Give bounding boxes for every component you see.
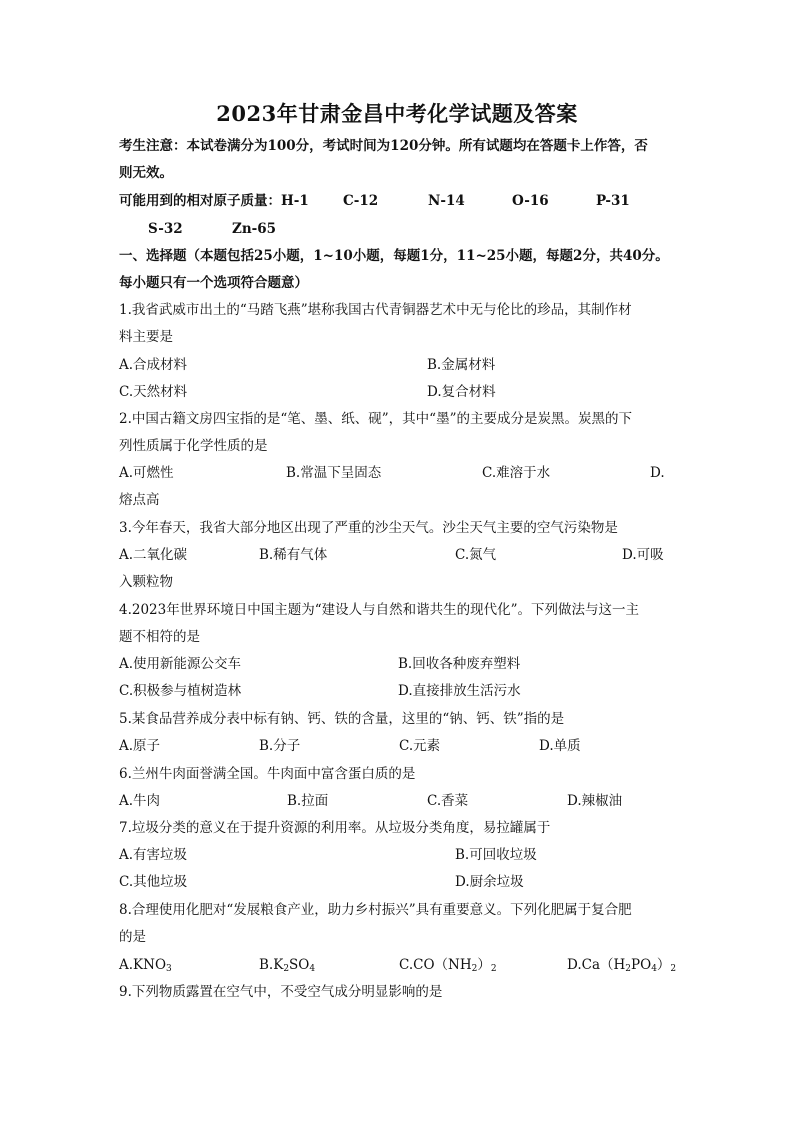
question-4-option-c: C.积极参与植树造林 [119, 683, 242, 699]
question-2-option-d-cont: 熔点高 [119, 492, 160, 508]
atomic-mass-s: S-32 [148, 221, 183, 237]
subscript: 3 [166, 964, 172, 974]
formula-text: SO [289, 957, 310, 973]
question-2-option-d: D. [650, 465, 665, 481]
question-3-option-d-cont: 入颗粒物 [119, 574, 173, 590]
question-4-option-b: B.回收各种废弃塑料 [398, 656, 521, 672]
question-6-option-b: B.拉面 [287, 793, 329, 809]
subscript: 2 [490, 964, 497, 974]
subscript: 2 [471, 964, 478, 974]
question-5-option-c: C.元素 [399, 738, 441, 754]
question-2-stem: 2.中国古籍文房四宝指的是“笔、墨、纸、砚”，其中“墨”的主要成分是炭黑。炭黑的下 [119, 411, 632, 427]
atomic-mass-label: 可能用到的相对原子质量：H-1 [119, 193, 309, 209]
subscript: 2 [625, 964, 632, 974]
question-4-stem-cont: 题不相符的是 [119, 629, 200, 645]
question-7-option-c: C.其他垃圾 [119, 874, 188, 890]
question-4-stem: 4.2023年世界环境日中国主题为“建设人与自然和谐共生的现代化”。下列做法与这一主 [119, 602, 640, 618]
question-8-stem: 8.合理使用化肥对“发展粮食产业，助力乡村振兴”具有重要意义。下列化肥属于复合肥 [119, 902, 632, 918]
question-2-stem-cont: 列性质属于化学性质的是 [119, 438, 268, 454]
question-1-stem: 1.我省武威市出土的“马踏飞燕”堪称我国古代青铜器艺术中无与伦比的珍品，其制作材 [119, 302, 632, 318]
question-5-option-b: B.分子 [259, 738, 301, 754]
question-3-option-b: B.稀有气体 [259, 547, 328, 563]
question-8-option-b [259, 956, 315, 978]
question-7-option-b: B.可回收垃圾 [455, 847, 537, 863]
question-7-option-d: D.厨余垃圾 [455, 874, 524, 890]
formula-text: D.Ca（H [567, 957, 626, 973]
question-8-option-c [399, 956, 497, 978]
atomic-mass-p: P-31 [596, 193, 630, 209]
subscript: 2 [670, 964, 677, 974]
atomic-mass-c: C-12 [343, 193, 379, 209]
atomic-mass-zn: Zn-65 [232, 221, 277, 237]
question-6-option-a: A.牛肉 [119, 793, 161, 809]
formula-text: C.CO（NH [399, 957, 472, 973]
question-4-option-a: A.使用新能源公交车 [119, 656, 242, 672]
question-3-option-d: D.可吸 [622, 547, 664, 563]
atomic-mass-o: O-16 [512, 193, 549, 209]
atomic-mass-n: N-14 [428, 193, 465, 209]
question-5-option-a: A.原子 [119, 738, 161, 754]
question-8-stem-cont: 的是 [119, 929, 146, 945]
question-1-option-c: C.天然材料 [119, 384, 188, 400]
question-7-stem: 7.垃圾分类的意义在于提升资源的利用率。从垃圾分类角度，易拉罐属于 [119, 820, 551, 836]
question-1-option-a: A.合成材料 [119, 357, 188, 373]
section-heading-2: 每小题只有一个选项符合题意） [119, 275, 308, 291]
question-1-option-b: B.金属材料 [427, 357, 496, 373]
question-5-stem: 5.某食品营养成分表中标有钠、钙、铁的含量，这里的“钠、钙、铁”指的是 [119, 711, 565, 727]
question-8-option-a [119, 956, 172, 978]
question-1-stem-cont: 料主要是 [119, 329, 173, 345]
question-8-option-d [567, 956, 676, 978]
question-1-option-d: D.复合材料 [427, 384, 496, 400]
question-2-option-c: C.难溶于水 [482, 465, 551, 481]
subscript: 4 [309, 964, 316, 974]
question-4-option-d: D.直接排放生活污水 [398, 683, 521, 699]
question-3-stem: 3.今年春天，我省大部分地区出现了严重的沙尘天气。沙尘天气主要的空气污染物是 [119, 520, 618, 536]
formula-text: B.K [259, 957, 284, 973]
section-heading-1: 一、选择题（本题包括25小题，1~10小题，每题1分，11~25小题，每题2分，共40分。 [119, 248, 669, 264]
question-7-option-a: A.有害垃圾 [119, 847, 188, 863]
question-9-stem: 9.下列物质露置在空气中，不受空气成分明显影响的是 [119, 984, 443, 1000]
question-2-option-b: B.常温下呈固态 [286, 465, 382, 481]
formula-text: ） [477, 957, 491, 973]
question-6-option-d: D.辣椒油 [567, 793, 623, 809]
question-6-stem: 6.兰州牛肉面誉满全国。牛肉面中富含蛋白质的是 [119, 766, 416, 782]
question-3-option-c: C.氮气 [455, 547, 497, 563]
formula-text: PO [631, 957, 652, 973]
formula-text: ） [656, 957, 671, 973]
question-3-option-a: A.二氧化碳 [119, 547, 188, 563]
question-5-option-d: D.单质 [539, 738, 581, 754]
subscript: 2 [283, 964, 290, 974]
question-2-option-a: A.可燃性 [119, 465, 174, 481]
notice-line-2: 则无效。 [119, 165, 173, 181]
page-title: 2023年甘肃金昌中考化学试题及答案 [216, 101, 578, 126]
question-6-option-c: C.香菜 [427, 793, 469, 809]
subscript: 4 [651, 964, 657, 974]
formula-text: A.KNO [119, 957, 167, 973]
notice-line-1: 考生注意：本试卷满分为100分，考试时间为120分钟。所有试题均在答题卡上作答，否 [119, 138, 648, 154]
